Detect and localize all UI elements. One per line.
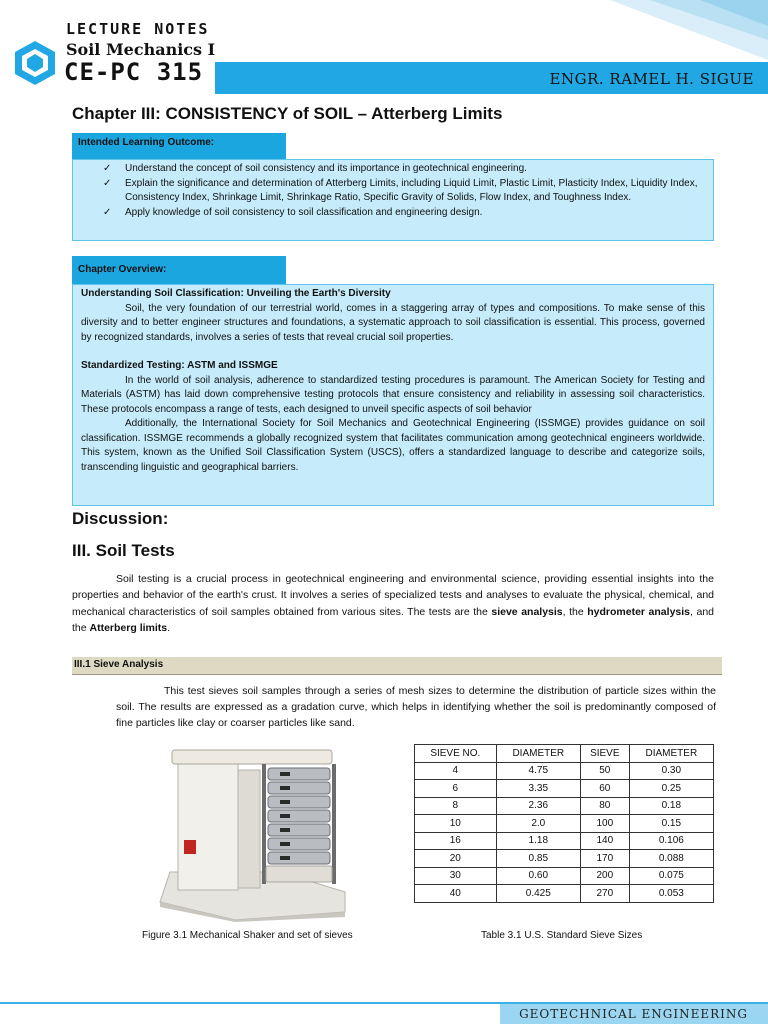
table-cell: 0.075 [629, 867, 713, 885]
ilo-item: ✓ Explain the significance and determination of Atterberg Limits, including Liquid Limit, Plastic Limit, Plasticity Index, Liquidity Index, Consistency Index, Shrinkage Limit, Shrinkage Ratio, Specific Gravity of Solids, Flow Index, and Toughness Index. [103, 177, 698, 203]
table-header-cell: DIAMETER [629, 745, 713, 763]
table-cell: 20 [415, 850, 497, 868]
mechanical-shaker-image [150, 742, 355, 922]
table-row [415, 867, 714, 885]
checkmark-icon: ✓ [103, 163, 112, 174]
soil-tests-title: III. Soil Tests [72, 541, 175, 560]
table-cell: 0.30 [629, 762, 713, 780]
table-cell: 0.60 [496, 867, 580, 885]
table-row [415, 850, 714, 868]
table-cell: 1.18 [496, 832, 580, 850]
table-cell: 170 [580, 850, 629, 868]
sieve-analysis-heading: III.1 Sieve Analysis [72, 657, 722, 675]
overview-box [72, 284, 714, 506]
table-cell: 30 [415, 867, 497, 885]
table-cell: 4.75 [496, 762, 580, 780]
ilo-item: ✓ Understand the concept of soil consistency and its importance in geotechnical engineering. [103, 162, 707, 177]
course-name: Soil Mechanics I [66, 40, 216, 59]
table-cell: 16 [415, 832, 497, 850]
course-code: CE-PC 315 [64, 58, 204, 86]
table-row [415, 762, 714, 780]
table-cell: 2.36 [496, 797, 580, 815]
ilo-heading: Intended Learning Outcome: [72, 133, 286, 159]
overview-paragraph: Soil, the very foundation of our terrestrial world, comes in a staggering array of types and compositions. To make sense of this diversity and to better engineer structures and foundations, a systematic approach to soil classification is essential. This process, governed by recognized standards, involves a series of tests that reveal crucial soil properties. [81, 302, 705, 343]
table-cell: 0.088 [629, 850, 713, 868]
checkmark-icon: ✓ [103, 177, 112, 189]
page-header [0, 0, 768, 100]
overview-paragraph: In the world of soil analysis, adherence to standardized testing procedures is paramount. The American Society for Testing and Materials (ASTM) has laid down comprehensive testing protocols that ensure consistency and reliability in assessing soil characteristics. These protocols encompass a range of tests, each designed to unveil specific aspects of soil behavior [81, 374, 705, 415]
hexagon-logo-icon [12, 40, 58, 86]
table-cell: 60 [580, 780, 629, 798]
sieve-analysis-paragraph: This test sieves soil samples through a series of mesh sizes to determine the distribution of particle sizes within the soil. The results are expressed as a gradation curve, which helps in identifying whether the soil is predominantly composed of fine particles like clay or coarser particles like sand. [116, 685, 716, 729]
table-header-cell: SIEVE NO. [415, 745, 497, 763]
soil-tests-paragraph: Soil testing is a crucial process in geotechnical engineering and environmental science, providing essential insights into the properties and behavior of the earth's crust. It involves a series of specialized tests and analyses to evaluate the physical, chemical, and mechanical characteristics of soil samples obtained from various sites. The tests are the sieve analysis, the hydrometer analysis, and the Atterberg limits. [72, 573, 714, 634]
table-cell: 200 [580, 867, 629, 885]
discussion-title: Discussion: [72, 509, 169, 528]
table-header-row [415, 745, 714, 763]
table-row [415, 797, 714, 815]
table-cell: 2.0 [496, 815, 580, 833]
table-row [415, 832, 714, 850]
bold-term: sieve analysis [491, 605, 563, 618]
bold-term: hydrometer analysis [587, 605, 691, 618]
sieve-size-table [414, 744, 714, 903]
table-cell: 270 [580, 885, 629, 903]
bold-term: Atterberg limits [89, 621, 168, 634]
author-name: ENGR. RAMEL H. SIGUE [549, 70, 754, 88]
author-band [215, 62, 768, 94]
figure-caption: Figure 3.1 Mechanical Shaker and set of sieves [142, 930, 353, 941]
table-cell: 8 [415, 797, 497, 815]
table-row [415, 815, 714, 833]
table-cell: 3.35 [496, 780, 580, 798]
footer-text: GEOTECHNICAL ENGINEERING [519, 1007, 748, 1021]
table-cell: 0.053 [629, 885, 713, 903]
table-cell: 0.25 [629, 780, 713, 798]
ilo-box [72, 159, 714, 241]
table-header-cell: DIAMETER [496, 745, 580, 763]
table-cell: 50 [580, 762, 629, 780]
table-cell: 80 [580, 797, 629, 815]
table-cell: 0.106 [629, 832, 713, 850]
ilo-item: ✓ Apply knowledge of soil consistency to soil classification and engineering design. [103, 206, 707, 221]
table-cell: 10 [415, 815, 497, 833]
footer-band [500, 1004, 768, 1024]
table-cell: 40 [415, 885, 497, 903]
table-cell: 140 [580, 832, 629, 850]
table-row [415, 885, 714, 903]
overview-paragraph: Additionally, the International Society for Soil Mechanics and Geotechnical Engineering (ISSMGE) provides guidance on soil classification. ISSMGE recommends a globally recognized system that facilitates communication among geotechnical engineers worldwide. This system, known as the Unified Soil Classification System (USCS), offers a standardized language to describe and categorize soils, transcending linguistic and geographical barriers. [81, 418, 705, 473]
table-cell: 4 [415, 762, 497, 780]
table-caption: Table 3.1 U.S. Standard Sieve Sizes [481, 930, 643, 941]
table-header-cell: SIEVE [580, 745, 629, 763]
spacer [81, 345, 705, 359]
table-cell: 0.15 [629, 815, 713, 833]
table-cell: 0.425 [496, 885, 580, 903]
overview-subheading: Understanding Soil Classification: Unveiling the Earth's Diversity [81, 288, 391, 299]
table-row [415, 780, 714, 798]
table-cell: 0.18 [629, 797, 713, 815]
chapter-title: Chapter III: CONSISTENCY of SOIL – Atterberg Limits [72, 104, 503, 123]
table-cell: 100 [580, 815, 629, 833]
checkmark-icon: ✓ [103, 206, 112, 218]
overview-subheading: Standardized Testing: ASTM and ISSMGE [81, 360, 278, 371]
table-cell: 6 [415, 780, 497, 798]
table-cell: 0.85 [496, 850, 580, 868]
lecture-notes-label: LECTURE NOTES [66, 20, 210, 38]
overview-heading: Chapter Overview: [72, 256, 286, 284]
